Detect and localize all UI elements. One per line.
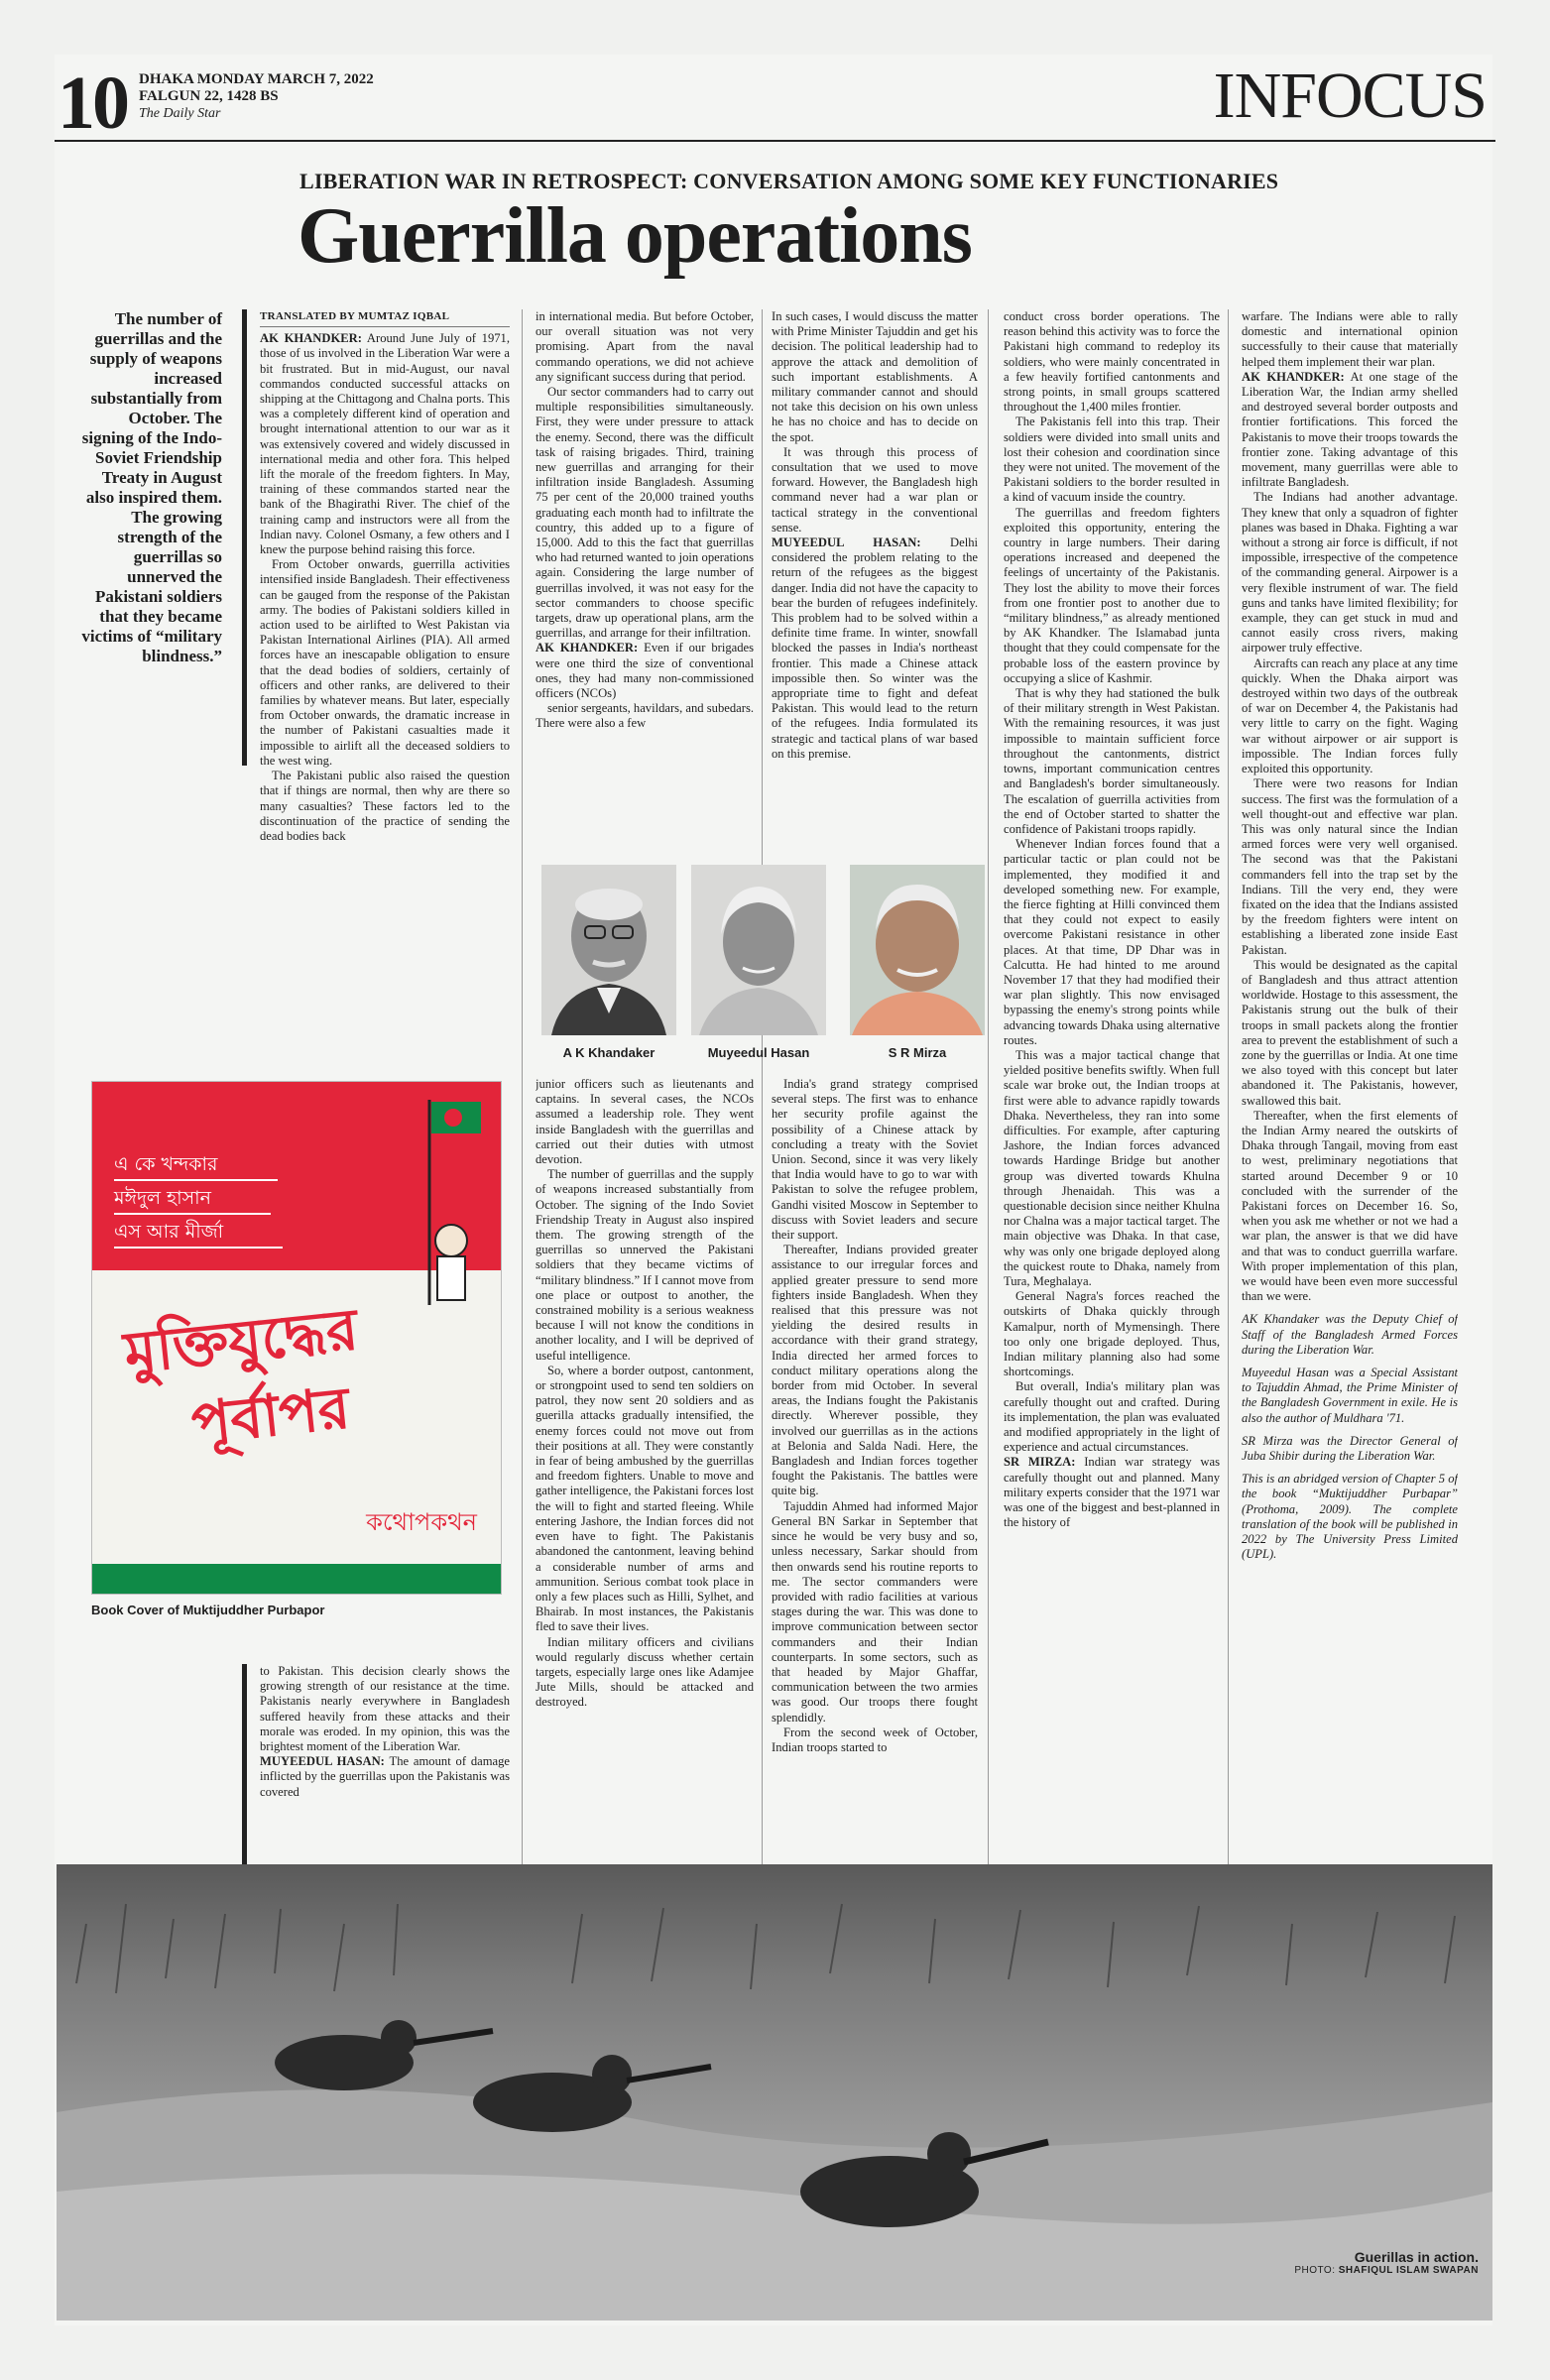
article-paragraph: [260, 1754, 510, 1800]
portrait-ak-khandaker: [541, 865, 676, 1035]
article-paragraph: [1004, 506, 1220, 686]
article-column-2b: [536, 1077, 754, 1866]
paragraph-text: Aircrafts can reach any place at any time quickly. When the Dhaka airport was destroyed within two days of the outbreak of war on December 4, the Pakistanis had very little to carry on the fight. Waging war without airpower or air support is impossible. The Indian forces fully exploited this opportunity.: [1242, 655, 1458, 776]
article-paragraph: [772, 1499, 978, 1726]
paragraph-text: The number of guerrillas and the supply of weapons increased substantially from October. The signing of the Indo Soviet Friendship Treaty in August also inspired them. The growing strength of the guerrillas so unnerved the Pakistani soldiers that they became victims of “military blindness.” If I cannot move from one place or outpost to another, the constrained mobility is a serious weakness because I will not know the conditions in another locality, and I will be deprived of useful intelligence.: [536, 1167, 754, 1363]
kicker: LIBERATION WAR IN RETROSPECT: CONVERSATION AMONG SOME KEY FUNCTIONARIES: [299, 169, 1279, 193]
paragraph-text: General Nagra's forces reached the outskirts of Dhaka quickly through Kamalpur, north of Mymensingh. There too only one brigade deployed. Thus, Indian military planning also had some shortcomings.: [1004, 1289, 1220, 1379]
book-title-line: পূর্বাপর: [187, 1373, 353, 1458]
column-rule: [762, 309, 763, 1866]
bio: SR Mirza was the Director General of Juba Shibir during the Liberation War.: [1242, 1433, 1458, 1464]
column-rule: [988, 309, 989, 1866]
bio: Muyeedul Hasan was a Special Assistant to Tajuddin Ahmad, the Prime Minister of the Bangladesh Government in exile. He is also the author of Muldhara '71.: [1242, 1366, 1458, 1425]
paragraph-text: The guerrillas and freedom fighters exploited this opportunity, entering the country in large numbers. Their daring operations increased and deepened the feelings of uncertainty of the Pakistanis. They lost the ability to move their forces from one frontier post to another due to “military blindness,” as already mentioned by AK Khandker. The Islamabad junta thought that they could compensate for the probable loss of the eastern province by occupying a slice of Kashmir.: [1004, 505, 1220, 685]
paragraph-text: Delhi considered the problem relating to the return of the refugees as the biggest danger. India did not have the capacity to bear the burden of refugees indefinitely. This problem had to be solved within a definite time frame. In winter, snowfall blocked the passes in India's northeast frontier. This made a Chinese attack impossible then. So winter was the appropriate time to fight and defeat Pakistan. This would lead to the return of the refugees. India formulated its strategic and tactical plans of war based on this premise.: [772, 536, 978, 761]
article-column-3: [772, 309, 978, 851]
portrait-caption: Muyeedul Hasan: [707, 1045, 810, 1060]
article-paragraph: [1004, 1048, 1220, 1289]
article-paragraph: [772, 1726, 978, 1755]
article-paragraph: [536, 309, 754, 385]
headline: Guerrilla operations: [298, 192, 972, 280]
article-paragraph: [536, 641, 754, 701]
paragraph-text: India's grand strategy comprised several steps. The first was to enhance her security profile against the possibility of a Chinese attack by concluding a treaty with the Soviet Union. Second, since it was very likely that India would have to go to war with Pakistan to solve the refugee problem, Gandhi visited Moscow in September to discuss with Soviet leaders and secure their support.: [772, 1077, 978, 1243]
flag-bearer-illustration: [390, 1092, 489, 1310]
paragraph-text: That is why they had stationed the bulk of their military strength in West Pakistan. With the remaining resources, it was just impossible to maintain sufficient force throughout the cantonments, district towns, important communication centres and Bangladesh's border simultaneously. The escalation of guerrilla activities from the end of October started to shatter the confidence of Pakistani troops rapidly.: [1004, 686, 1220, 836]
article-column-1: [260, 309, 510, 1061]
portrait-caption: A K Khandaker: [562, 1045, 656, 1060]
portrait-muyeedul-hasan: [691, 865, 826, 1035]
speaker-name: AK KHANDKER:: [260, 331, 362, 346]
article-paragraph: [1242, 370, 1458, 491]
paragraph-text: But overall, India's military plan was carefully thought out and crafted. During its implementation, the plan was evaluated and modified appropriately in the light of experience and actual circumstances.: [1004, 1379, 1220, 1455]
book-title-line: মুক্তিযুদ্ধের: [121, 1295, 362, 1387]
article-paragraph: [536, 701, 754, 731]
paragraph-text: From October onwards, guerrilla activities intensified inside Bangladesh. Their effectiveness can be gauged from the response of the Pakistan army. The bodies of Pakistani soldiers killed in action used to be airlifted to West Pakistan via Pakistan International Airlines (PIA). All armed forces have an inescapable obligation to ensure that the dead bodies of soldiers, certainly of officers and other ranks, are delivered to their families by whatever means. But later, especially from October onwards, the dramatic increase in the number of Pakistani casualties made it impossible to airlift all the deceased soldiers to the west wing.: [260, 557, 510, 768]
speaker-name: MUYEEDUL HASAN:: [260, 1754, 385, 1769]
article-paragraph: [536, 1635, 754, 1711]
paragraph-text: Around June July of 1971, those of us involved in the Liberation War were a bit frustrated. But in mid-August, our naval commandos conducted successful attacks on shipping at the Chittagong and Chalna ports. This was a completely different kind of operation and brought international attention to our war as it was extensively covered and widely discussed in international media and other fora. This helped lift the morale of the freedom fighters. In May, training of these commandos started near the bank of the Bhagirathi River. The chief of the training camp and instructors were all from the Indian navy. Colonel Osmany, a few others and I knew the purpose behind raising this force.: [260, 331, 510, 557]
book-cover-caption: Book Cover of Muktijuddher Purbapor: [91, 1603, 325, 1617]
paragraph-text: warfare. The Indians were able to rally domestic and international opinion successfully to their cause that materially helped them implement their war plan.: [1242, 309, 1458, 369]
article-column-3b: [772, 1077, 978, 1866]
article-paragraph: [1004, 837, 1220, 1048]
bio: This is an abridged version of Chapter 5 of the book “Muktijuddher Purbapar” (Prothoma, 2009). The complete translation of the book will be published in 2022 by The University Press Limited (UPL).: [1242, 1472, 1458, 1562]
paragraph-text: It was through this process of consultation that we used to move forward. However, the Bangladesh high command never had a war plan or tactical strategy in the conventional sense.: [772, 444, 978, 535]
book-cover: [91, 1081, 502, 1595]
bio: AK Khandaker was the Deputy Chief of Staff of the Bangladesh Armed Forces during the Liberation War.: [1242, 1312, 1458, 1357]
article-paragraph: [536, 385, 754, 641]
paragraph-text: conduct cross border operations. The reason behind this activity was to force the Pakistani high command to redeploy its soldiers, who were mainly concentrated in a few heavily fortified cantonments and strong points, in small groups scattered throughout the 1,400 miles frontier.: [1004, 309, 1220, 415]
article-paragraph: [1004, 1289, 1220, 1379]
article-paragraph: [1242, 656, 1458, 777]
paragraph-text: The Pakistanis fell into this trap. Their soldiers were divided into small units and lost their cohesion and coordination since they were not united. The movement of the Pakistani soldiers to the border resulted in a kind of vacuum inside the country.: [1004, 415, 1220, 505]
author-bios: [1242, 1312, 1458, 1562]
paragraph-text: The Indians had another advantage. They knew that only a squadron of fighter planes was based in Dhaka. Fighting a war without a strong air force is difficult, if not impossible, irrespective of the competence of the commanding general. Airpower is a very flexible instrument of war. The field guns and tanks have limited flexibility; for example, they can get stuck in mud and cannot easily cross rivers, making airpower truly effective.: [1242, 490, 1458, 655]
book-subtitle: কথোপকথন: [366, 1508, 477, 1536]
article-column-4: [1004, 309, 1220, 1866]
article-paragraph: [1242, 1109, 1458, 1305]
article-paragraph: [260, 769, 510, 844]
article-paragraph: [772, 309, 978, 445]
photo-credit-name: SHAFIQUL ISLAM SWAPAN: [1338, 2265, 1479, 2276]
pull-quote: The number of guerrillas and the supply of weapons increased substantially from October. The signing of the Indo-Soviet Friendship Treaty in August also inspired them. The growing strength of the guerrillas so unnerved the Pakistani soldiers that they became victims of “military blindness.”: [81, 309, 222, 665]
book-author: এস আর মীর্জা: [114, 1217, 283, 1249]
masthead-rule: [55, 140, 1495, 142]
article-paragraph: [536, 1364, 754, 1635]
paragraph-text: So, where a border outpost, cantonment, or strongpoint used to send ten soldiers on patrol, they now sent 20 soldiers and as guerilla attacks gradually intensified, the enemy forces could not move out from their positions at all. They were constantly in fear of being ambushed by the guerrillas and freedom fighters. Unable to move and gather intelligence, the Pakistani forces lost the will to fight and started fleeing. While entering Jashore, the Indian forces did not even have to fight. The Pakistanis abandoned the cantonment, leaving behind a considerable number of arms and ammunition. Serious combat took place in only a few places such as Hilli, Sylhet, and Bhairab. In most instances, the Pakistanis fled to save their lives.: [536, 1363, 754, 1634]
date: DHAKA MONDAY MARCH 7, 2022: [139, 71, 374, 87]
article-paragraph: [1004, 415, 1220, 505]
paragraph-text: This would be designated as the capital of Bangladesh and thus attract attention worldwide. Hostage to this assessment, the Pakistanis strung out the bulk of their troops in small packets along the frontier area to prevent the establishment of such a zone by the guerrillas or India. At one time we also toyed with this concept but later abandoned it. The Pakistanis, however, swallowed this bait.: [1242, 957, 1458, 1108]
bengali-date: FALGUN 22, 1428 BS: [139, 88, 279, 104]
column-rule: [1228, 309, 1229, 1866]
paragraph-text: From the second week of October, Indian troops started to: [772, 1725, 978, 1754]
portrait-sr-mirza: [850, 865, 985, 1035]
paragraph-text: Even if our brigades were one third the size of conventional ones, they had many non-commissioned officers (NCOs): [536, 641, 754, 701]
photo-caption-text: Guerillas in action.: [1354, 2249, 1479, 2265]
article-paragraph: [772, 1243, 978, 1498]
article-paragraph: [1004, 1379, 1220, 1455]
book-authors: [114, 1149, 283, 1250]
article-column-1b: [260, 1664, 510, 1866]
article-paragraph: [1004, 686, 1220, 837]
paragraph-text: There were two reasons for Indian success. The first was the formulation of a well thought-out and effective war plan. This was only natural since the Indian armed forces were very well organised. The second was that the Pakistani commanders fell into the trap set by the Indians. Till the very end, they were fixated on the idea that the Indians assisted by the freedom fighters were intent on establishing a liberated zone inside East Pakistan.: [1242, 776, 1458, 957]
guerrillas-photo: [57, 1864, 1492, 2320]
paragraph-text: This was a major tactical change that yielded positive benefits swiftly. When full scale war broke out, the Indian troops at first were able to advance rapidly towards Dhaka. Nevertheless, they ran into some difficulties. For example, after capturing Jashore, the Indian forces advanced towards Hardinge Bridge but another group was diverted towards Khulna through Jhenaidah. This was a questionable decision since neither Khulna nor Chalna was a major tactical target. The main objective was Dhaka. In that case, why was only one brigade deployed along the quickest route to Dhaka, namely from Tura, Meghalaya.: [1004, 1047, 1220, 1288]
column-rule: [522, 1077, 523, 1866]
photo-caption: [1294, 2249, 1479, 2276]
page-number: 10: [58, 61, 127, 145]
article-paragraph: [1004, 309, 1220, 415]
book-author: এ কে খন্দকার: [114, 1149, 278, 1181]
paragraph-text: senior sergeants, havildars, and subedars. There were also a few: [536, 701, 754, 731]
paragraph-text: in international media. But before October, our overall situation was not very promising. Apart from the naval commando operations, we did not achieve any significant success during that period.: [536, 309, 754, 384]
article-paragraph: [1242, 490, 1458, 655]
section-name: INFOCUS: [1213, 60, 1487, 132]
paragraph-text: to Pakistan. This decision clearly shows the growing strength of our resistance at the time. Pakistanis nearly everywhere in Bangladesh suffered heavily from these attacks and their morale was eroded. In my opinion, this was the brightest moment of the Liberation War.: [260, 1664, 510, 1754]
paragraph-text: Thereafter, when the first elements of the Indian Army neared the outskirts of Dhaka through Tangail, moving from east to west, preliminary negotiations that started around December 9 or 10 concluded with the surrender of the Pakistani forces on December 16. So, when you ask me whether or not we had a war plan, the answer is that we did have and that was to conduct guerrilla warfare. With proper implementation of this plan, we would have been even more successful than we were.: [1242, 1108, 1458, 1304]
article-paragraph: [1004, 1455, 1220, 1530]
book-author: মঈদুল হাসান: [114, 1183, 271, 1215]
paragraph-text: Whenever Indian forces found that a particular tactic or plan could not be implemented, they modified it and developed something new. For example, the fierce fighting at Hilli convinced them that they could not expect to easily overcome Pakistani resistance in other places. At that time, DP Dhar was in Calcutta. He had hinted to me around November 17 that they had modified their war plan slightly. This now envisaged bypassing the enemy's strong points while advancing towards Dhaka using alternative routes.: [1004, 837, 1220, 1047]
book-cover-green-band: [92, 1564, 501, 1594]
article-paragraph: [260, 557, 510, 769]
photo-credit-label: PHOTO:: [1294, 2265, 1336, 2276]
paragraph-text: The Pakistani public also raised the question that if things are normal, then why are there so many casualties? These factors led to the discontinuation of the practice of sending the dead bodies back: [260, 769, 510, 843]
paragraph-text: junior officers such as lieutenants and captains. In several cases, the NCOs assumed a leadership role. They went inside Bangladesh with the guerrillas and carried out their duties with utmost devotion.: [536, 1077, 754, 1167]
article-paragraph: [772, 536, 978, 762]
paragraph-text: At one stage of the Liberation War, the Indian army shelled and destroyed several border outposts and frontier fortifications. This forced the Pakistanis to move their troops towards the frontier zone. Taking advantage of this movement, many guerrillas were able to infiltrate Bangladesh.: [1242, 369, 1458, 490]
portrait-caption: S R Mirza: [888, 1045, 947, 1060]
byline: TRANSLATED BY MUMTAZ IQBAL: [260, 309, 510, 327]
paragraph-text: In such cases, I would discuss the matter with Prime Minister Tajuddin and get his decision. The political leadership had to approve the attack and demolition of such important establishments. A military commander cannot and should not take this decision on his own unless he has no choice and has to decide on the spot.: [772, 309, 978, 444]
photo-credit: [1294, 2265, 1479, 2276]
article-paragraph: [536, 1167, 754, 1364]
dateline: [139, 71, 374, 122]
speaker-name: SR MIRZA:: [1004, 1455, 1076, 1470]
article-column-2: [536, 309, 754, 851]
article-paragraph: [536, 1077, 754, 1167]
pull-quote-bar: [242, 309, 247, 766]
paragraph-text: Our sector commanders had to carry out multiple responsibilities simultaneously. First, they were under pressure to attack the enemy. Second, there was the difficult task of raising brigades. Third, training new guerrillas and arranging for their infiltration inside Bangladesh. Assuming 75 per cent of the 20,000 trained youths graduating each month had to infiltrate the country, this added up to a figure of 15,000. Add to this the fact that guerrillas who had returned wanted to join operations again. Considering the large number of guerrillas involved, it was not easy for the sector commanders to choose specific targets, draw up operational plans, arm the guerrillas, and arrange for their infiltration.: [536, 385, 754, 641]
article-paragraph: [772, 1077, 978, 1243]
article-paragraph: [1242, 309, 1458, 370]
article-paragraph: [1242, 958, 1458, 1109]
article-paragraph: [260, 331, 510, 557]
speaker-name: AK KHANDKER:: [536, 641, 639, 655]
paragraph-text: Indian military officers and civilians would regularly discuss whether certain targets, especially large ones like Adamjee Jute Mills, should be attacked and destroyed.: [536, 1634, 754, 1710]
paragraph-text: Indian war strategy was carefully thought out and planned. Many military experts consider that the 1971 war was one of the biggest and best-planned in the history of: [1004, 1455, 1220, 1530]
paragraph-text: Tajuddin Ahmed had informed Major General BN Sarkar in September that since he would be very busy and so, unless necessary, Sarkar should from then onwards send his routine reports to me. The sector commanders were provided with radio facilities at various stages during the war. This was done to improve communication between sector commanders and their Indian counterparts. In some sectors, such as that headed by Major Ghaffar, communication between the two armies was good. Our troops there fought splendidly.: [772, 1498, 978, 1725]
article-paragraph: [1242, 776, 1458, 957]
paragraph-text: The amount of damage inflicted by the guerrillas upon the Pakistanis was covered: [260, 1754, 510, 1799]
speaker-name: MUYEEDUL HASAN:: [772, 536, 921, 550]
book-title: [120, 1290, 369, 1469]
article-column-5: [1242, 309, 1458, 1866]
paragraph-text: Thereafter, Indians provided greater assistance to our irregular forces and applied greater pressure to send more fighters inside Bangladesh. When they realised that this pressure was not yielding the desired results in accordance with their grand strategy, India directed her armed forces to conduct military operations along the border from mid October. In several areas, the Indians fought the Pakistanis directly. Wherever possible, they involved our guerrillas as in the actions at Belonia and Salda Nadi. Here, the Bangladesh and Indian forces together fought the Pakistanis. The battles were quite big.: [772, 1243, 978, 1498]
speaker-name: AK KHANDKER:: [1242, 369, 1345, 384]
article-paragraph: [772, 445, 978, 536]
article-paragraph: [260, 1664, 510, 1754]
paper-name: The Daily Star: [139, 106, 221, 121]
